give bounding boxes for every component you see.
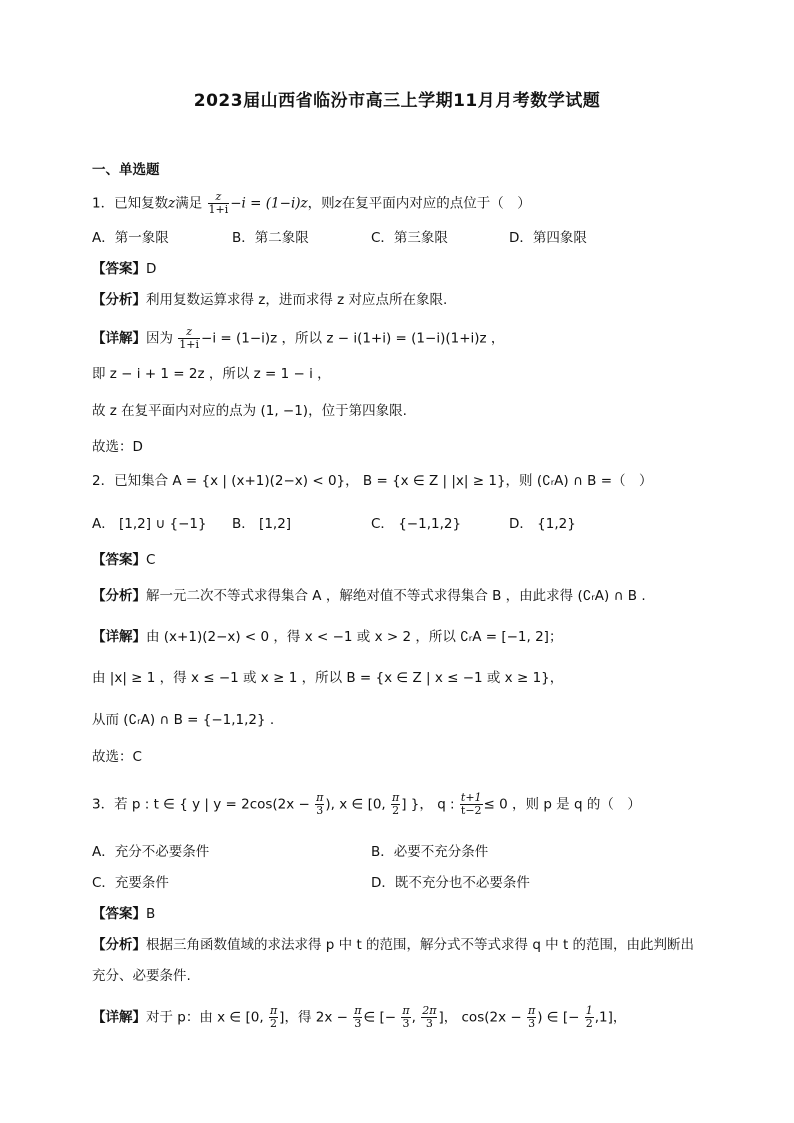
- fraction: $\frac{\pi}{3}$: [354, 1004, 362, 1030]
- fraction: $\frac{\pi}{3}$: [527, 1004, 536, 1030]
- q1-option-a: A．第一象限: [92, 230, 169, 246]
- q3-analysis: 【分析】根据三角函数值域的求法求得 p 中 t 的范围，解分式不等式求得 q 中 t 的范围，由此判断出: [92, 937, 695, 953]
- question-3-stem: 3．若 p : t ∈ { y | y = 2cos(2x − $\frac{\pi}{3}$ ), x ∈ [0, $\frac{\pi}{2}$ ] }， q : $\frac{t+1}{t-2}$ ≤ 0 ，则 p 是 q 的（ ）: [92, 791, 641, 817]
- question-1-stem: 1．已知复数z满足 $\frac{z}{1+i}$ −i = (1−i)z，则z在复平面内对应的点位于（ ）: [92, 190, 531, 216]
- q2-analysis: 【分析】解一元二次不等式求得集合 A ，解绝对值不等式求得集合 B ，由此求得 (∁ᵣA) ∩ B .: [92, 588, 646, 604]
- q2-choose: 故选：C: [92, 749, 142, 765]
- q1-option-b: B．第二象限: [232, 230, 309, 246]
- q2-option-d: D． {1,2}: [509, 516, 576, 532]
- question-2-stem: 2．已知集合 A = {x | (x+1)(2−x) < 0}， B = {x ∈ Z | |x| ≥ 1}，则 (∁ᵣA) ∩ B =（ ）: [92, 473, 653, 489]
- q3-answer: 【答案】B: [92, 906, 156, 922]
- q1-detail-line-2: 即 z − i + 1 = 2z ，所以 z = 1 − i ，: [92, 366, 331, 382]
- fraction: $\frac{\pi}{3}$: [402, 1004, 410, 1030]
- q2-detail-line-3: 从而 (∁ᵣA) ∩ B = {−1,1,2} .: [92, 712, 275, 728]
- q2-detail: 【详解】由 (x+1)(2−x) < 0 ，得 x < −1 或 x > 2 ，所以 ∁ᵣA = [−1, 2]；: [92, 629, 563, 645]
- q3-option-b: B．必要不充分条件: [371, 844, 489, 860]
- fraction: $\frac{2\pi}{3}$: [422, 1004, 437, 1030]
- page-title: 2023届山西省临汾市高三上学期11月月考数学试题: [193, 91, 601, 111]
- section-heading: 一、单选题: [92, 162, 160, 178]
- q1-detail: 【详解】因为 $\frac{z}{1+i}$ −i = (1−i)z ，所以 z − i(1+i) = (1−i)(1+i)z ，: [92, 325, 505, 351]
- fraction: $\frac{\pi}{2}$: [392, 791, 400, 817]
- q1-analysis: 【分析】利用复数运算求得 z，进而求得 z 对应点所在象限.: [92, 292, 448, 308]
- q2-answer: 【答案】C: [92, 552, 156, 568]
- q1-option-c: C．第三象限: [371, 230, 448, 246]
- q3-option-c: C．充要条件: [92, 875, 169, 891]
- fraction: $\frac{1}{2}$: [585, 1004, 593, 1030]
- q1-option-d: D．第四象限: [509, 230, 587, 246]
- fraction: $\frac{z}{1+i}$: [208, 190, 229, 216]
- q1-detail-line-3: 故 z 在复平面内对应的点为 (1, −1)，位于第四象限.: [92, 403, 407, 419]
- q2-option-c: C． {−1,1,2}: [371, 516, 462, 532]
- q1-choose: 故选：D: [92, 439, 143, 455]
- q1-answer: 【答案】D: [92, 261, 157, 277]
- q3-option-d: D．既不充分也不必要条件: [371, 875, 530, 891]
- fraction: $\frac{\pi}{2}$: [269, 1004, 278, 1030]
- q3-detail: 【详解】对于 p：由 x ∈ [0, $\frac{\pi}{2}$ ]，得 2x − $\frac{\pi}{3}$ ∈ [− $\frac{\pi}{3}$ , $\frac{2\pi}{3}$ ]， cos(2x − $\frac{\pi}{3}$ ) ∈ [− $\frac{1}{2}$ ,1]，: [92, 1004, 627, 1030]
- q2-detail-line-2: 由 |x| ≥ 1 ，得 x ≤ −1 或 x ≥ 1 ，所以 B = {x ∈ Z | x ≤ −1 或 x ≥ 1}，: [92, 670, 564, 686]
- q3-analysis-line-2: 充分、必要条件.: [92, 968, 191, 984]
- fraction: $\frac{t+1}{t-2}$: [460, 791, 482, 817]
- q2-option-b: B． [1,2]: [232, 516, 292, 532]
- q2-option-a: A． [1,2] ∪ {−1}: [92, 516, 207, 532]
- fraction: $\frac{z}{1+i}$: [179, 325, 200, 351]
- fraction: $\frac{\pi}{3}$: [316, 791, 324, 817]
- q3-option-a: A．充分不必要条件: [92, 844, 210, 860]
